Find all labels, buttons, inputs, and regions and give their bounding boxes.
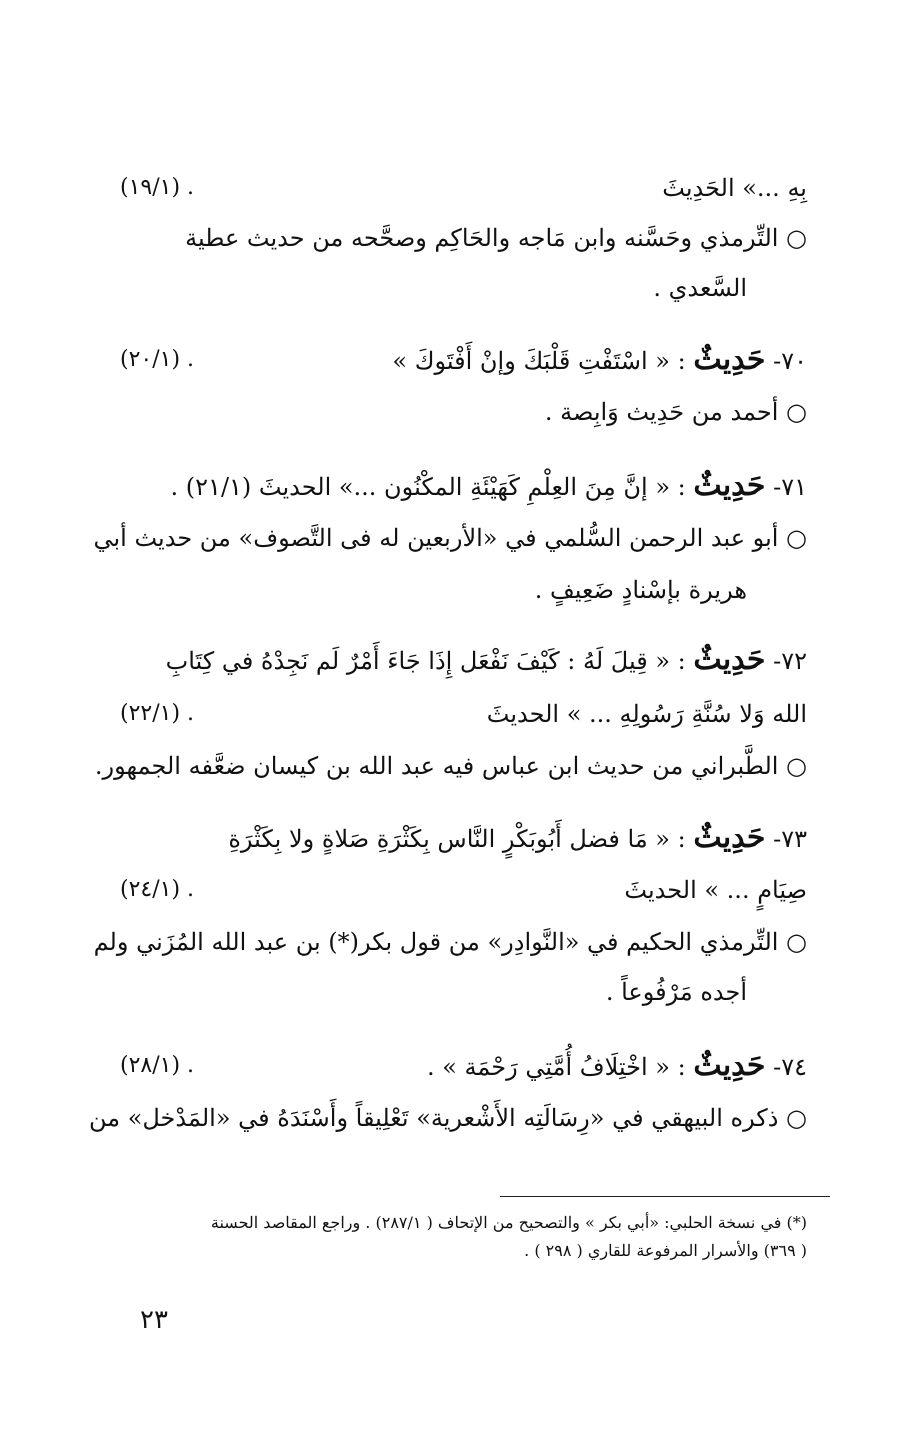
hadith-text: : « مَا فضل أَبُوبَكْرٍ النَّاس بِكَثْرَةِ صَلاةٍ ولا بِكَثْرَةِ: [228, 825, 686, 853]
note-text: ○ ذكره البيهقي في «رِسَالَتِه الأَشْعرية» تَعْلِيقاً وأَسْنَدَهُ في «المَدْخل» من: [88, 1104, 807, 1132]
hadith-text: صِيَامٍ ... » الحديثَ: [624, 876, 807, 904]
hadith-73-cont: [120, 870, 807, 910]
hadith-number: ٧٣-: [773, 825, 807, 853]
hadith-label: حَدِيثٌ: [693, 342, 766, 377]
hadith-number: ٧٢-: [773, 647, 807, 675]
hadith-label: حَدِيثٌ: [693, 820, 766, 855]
hadith-number: ٧١-: [773, 473, 807, 501]
note-text: ○ أحمد من حَدِيث وَابِصة .: [544, 398, 807, 426]
hadith-label: حَدِيثٌ: [693, 642, 766, 677]
note-73: [93, 922, 807, 962]
hadith-text: الله وَلا سُنَّةِ رَسُولِهِ ... » الحديثَ: [486, 700, 807, 728]
note-text: ○ التِّرمذي وحَسَّنه وابن مَاجه والحَاكِم وصحَّحه من حديث عطية: [185, 224, 807, 252]
reference-24: (٢٤/١) .: [120, 877, 195, 902]
hadith-71: [120, 466, 807, 506]
note-71-cont: [120, 570, 747, 610]
note-text: ○ التِّرمذي الحكيم في «النَّوادِر» من قول بكر(*) بن عبد الله المُزَني ولم: [93, 928, 807, 956]
note-73-cont: [120, 972, 747, 1012]
footnote-line-2: ( ٣٦٩) والأسرار المرفوعة للقاري ( ٢٩٨ ) .: [524, 1241, 807, 1260]
hadith-text: : « اسْتَفْتِ قَلْبَكَ وإنْ أَفْتَوكَ »: [392, 347, 686, 375]
reference-19: (١٩/١) .: [120, 175, 195, 200]
hadith-number: ٧٠-: [773, 347, 807, 375]
hadith-text: : « إنَّ مِنَ العِلْمِ كَهَيْئَةِ المكْنُون ...» الحديثَ (٢١/١) .: [170, 473, 686, 501]
note-72: [94, 746, 807, 786]
hadith-70: [120, 340, 807, 380]
hadith-72: [120, 640, 807, 680]
hadith-73: [120, 818, 807, 858]
note-text: ○ الطَّبراني من حديث ابن عباس فيه عبد الله بن كيسان ضعَّفه الجمهور.: [94, 752, 807, 780]
page-number: ٢٣: [140, 1305, 168, 1335]
note-text: هريرة بإسْنادٍ ضَعِيفٍ .: [534, 576, 747, 604]
note-text: أجده مَرْفُوعاً .: [605, 978, 747, 1006]
reference-28: (٢٨/١) .: [120, 1053, 195, 1078]
hadith-label: حَدِيثٌ: [693, 468, 766, 503]
line-text: بِهِ ...» الحَدِيثَ: [662, 174, 807, 202]
hadith-74: [120, 1046, 807, 1086]
note-tirmidhi: [120, 218, 807, 258]
note-tirmidhi-cont: [120, 268, 747, 308]
note-text: السَّعدي .: [653, 274, 747, 302]
footnote-separator: [500, 1196, 830, 1197]
hadith-text: : « اخْتِلَافُ أُمَّتِي رَحْمَة » .: [426, 1053, 686, 1081]
footnote-line-1: (*) في نسخة الحلبي: «أبي بكر » والتصحيح من الإتحاف ( ٢٨٧/١) . وراجع المقاصد الحسنة: [210, 1213, 807, 1232]
line-continuation: [120, 168, 807, 208]
hadith-72-cont: [120, 694, 807, 734]
reference-20: (٢٠/١) .: [120, 347, 195, 372]
hadith-label: حَدِيثٌ: [693, 1048, 766, 1083]
note-70: [120, 392, 807, 432]
hadith-number: ٧٤-: [773, 1053, 807, 1081]
reference-22: (٢٢/١) .: [120, 701, 195, 726]
note-74: [88, 1098, 807, 1138]
note-71: [93, 518, 807, 558]
hadith-text: : « قِيلَ لَهُ : كَيْفَ نَفْعَل إِذَا جَاءَ أَمْرٌ لَم نَجِدْهُ في كِتَابِ: [165, 647, 686, 675]
note-text: ○ أبو عبد الرحمن السُّلمي في «الأربعين له فى التَّصوف» من حديث أبي: [93, 524, 807, 552]
